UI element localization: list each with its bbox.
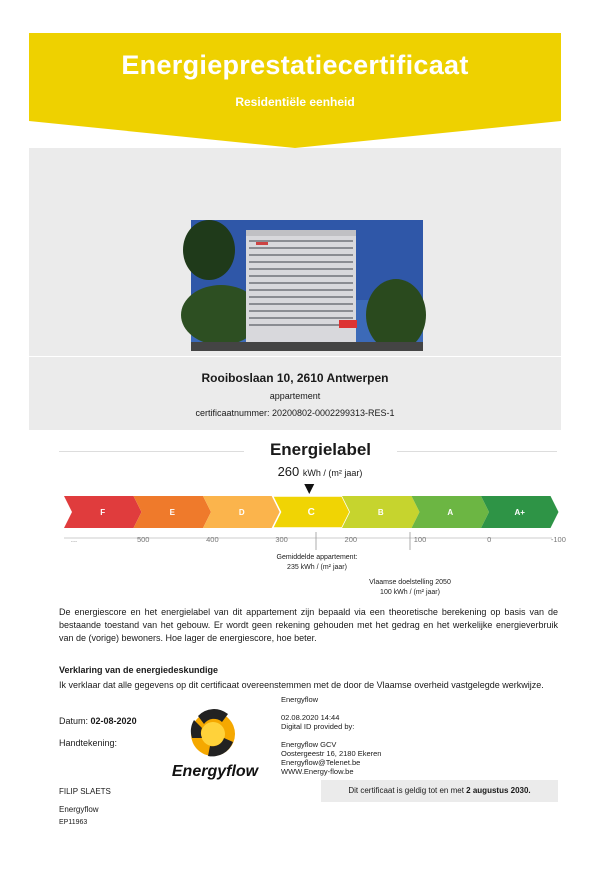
sig-web: WWW.Energy-flow.be [281, 767, 354, 776]
score-unit: kWh / (m² jaar) [302, 468, 363, 478]
address: Rooiboslaan 10, 2610 Antwerpen [201, 371, 389, 385]
average-value: 235 kWh / (m² jaar) [287, 564, 347, 571]
average-annotation [262, 553, 372, 573]
energy-score [240, 464, 400, 479]
energy-class-label: B [377, 508, 384, 517]
certificate-number: certificaatnummer: 20200802-0002299313-RES-1 [195, 408, 395, 418]
energielabel-title: Energielabel [269, 440, 372, 459]
page-subtitle: Residentiële eenheid [235, 95, 355, 109]
scale-tick-label: 200 [344, 535, 358, 544]
scale-tick-label: -100 [550, 535, 566, 544]
signature-label: Handtekening: [59, 738, 118, 748]
digital-signature-block [281, 695, 381, 776]
energy-class-label: F [100, 508, 106, 517]
target-annotation [355, 578, 465, 598]
scale-tick-label: 500 [136, 535, 150, 544]
expert-name: FILIP SLAETS [59, 787, 111, 796]
date-line [59, 716, 137, 726]
validity-box [321, 780, 558, 802]
energy-class-label: D [238, 508, 245, 517]
date-label: Datum: [59, 716, 89, 726]
sig-street: Oostergeestr 16, 2180 Ekeren [281, 749, 382, 758]
scale-tick-label: ... [70, 535, 78, 544]
score-value: 260 [277, 464, 300, 479]
energy-class-label: C [307, 507, 315, 518]
energy-scale [58, 478, 566, 558]
declaration-title: Verklaring van de energiedeskundige [59, 665, 219, 675]
declaration-paragraph: Ik verklaar dat alle gegevens op dit certificaat overeenstemmen met de door de Vlaamse overheid vastgelegde werkwijze. [59, 680, 544, 690]
energy-class-label: A [447, 508, 454, 517]
scale-tick-label: 300 [275, 535, 288, 544]
sig-digital-id: Digital ID provided by: [281, 722, 355, 731]
date-value: 02-08-2020 [90, 716, 137, 726]
building-photo [191, 220, 423, 351]
divider-left [59, 451, 244, 452]
validity-prefix: Dit certificaat is geldig tot en met [348, 786, 464, 795]
energy-class-label: A+ [514, 508, 525, 517]
energy-class-label: E [169, 508, 175, 517]
page-title: Energieprestatiecertificaat [121, 50, 469, 80]
logo-text: Energyflow [171, 763, 259, 780]
scale-tick-label: 0 [487, 535, 492, 544]
target-label: Vlaamse doelstelling 2050 [369, 579, 451, 586]
energyflow-logo [158, 708, 273, 780]
sig-timestamp: 02.08.2020 14:44 [281, 713, 340, 722]
expert-id: EP11963 [59, 819, 88, 826]
expert-company: Energyflow [59, 805, 99, 814]
sig-email: Energyflow@Telenet.be [281, 758, 361, 767]
validity-date: 2 augustus 2030. [466, 786, 531, 795]
sig-company: Energyflow GCV [281, 740, 337, 749]
explanation-paragraph: De energiescore en het energielabel van dit appartement zijn bepaald via een theoretische berekening op basis van de bestaande toestand van het gebouw. Er wordt geen rekening gehouden met het gedrag en het werkelijke energieverbruik van de (vorige) bewoners. Hoe lager de energiescore, hoe beter. [59, 607, 558, 643]
scale-tick-label: 100 [413, 535, 427, 544]
divider-right [397, 451, 557, 452]
energy-scale-chart [58, 478, 566, 553]
property-type: appartement [269, 391, 321, 401]
sig-name: Energyflow [281, 695, 319, 704]
average-label: Gemiddelde appartement: [276, 554, 358, 561]
current-score-marker [304, 484, 314, 494]
scale-tick-label: 400 [206, 535, 219, 544]
target-value: 100 kWh / (m² jaar) [380, 589, 440, 596]
